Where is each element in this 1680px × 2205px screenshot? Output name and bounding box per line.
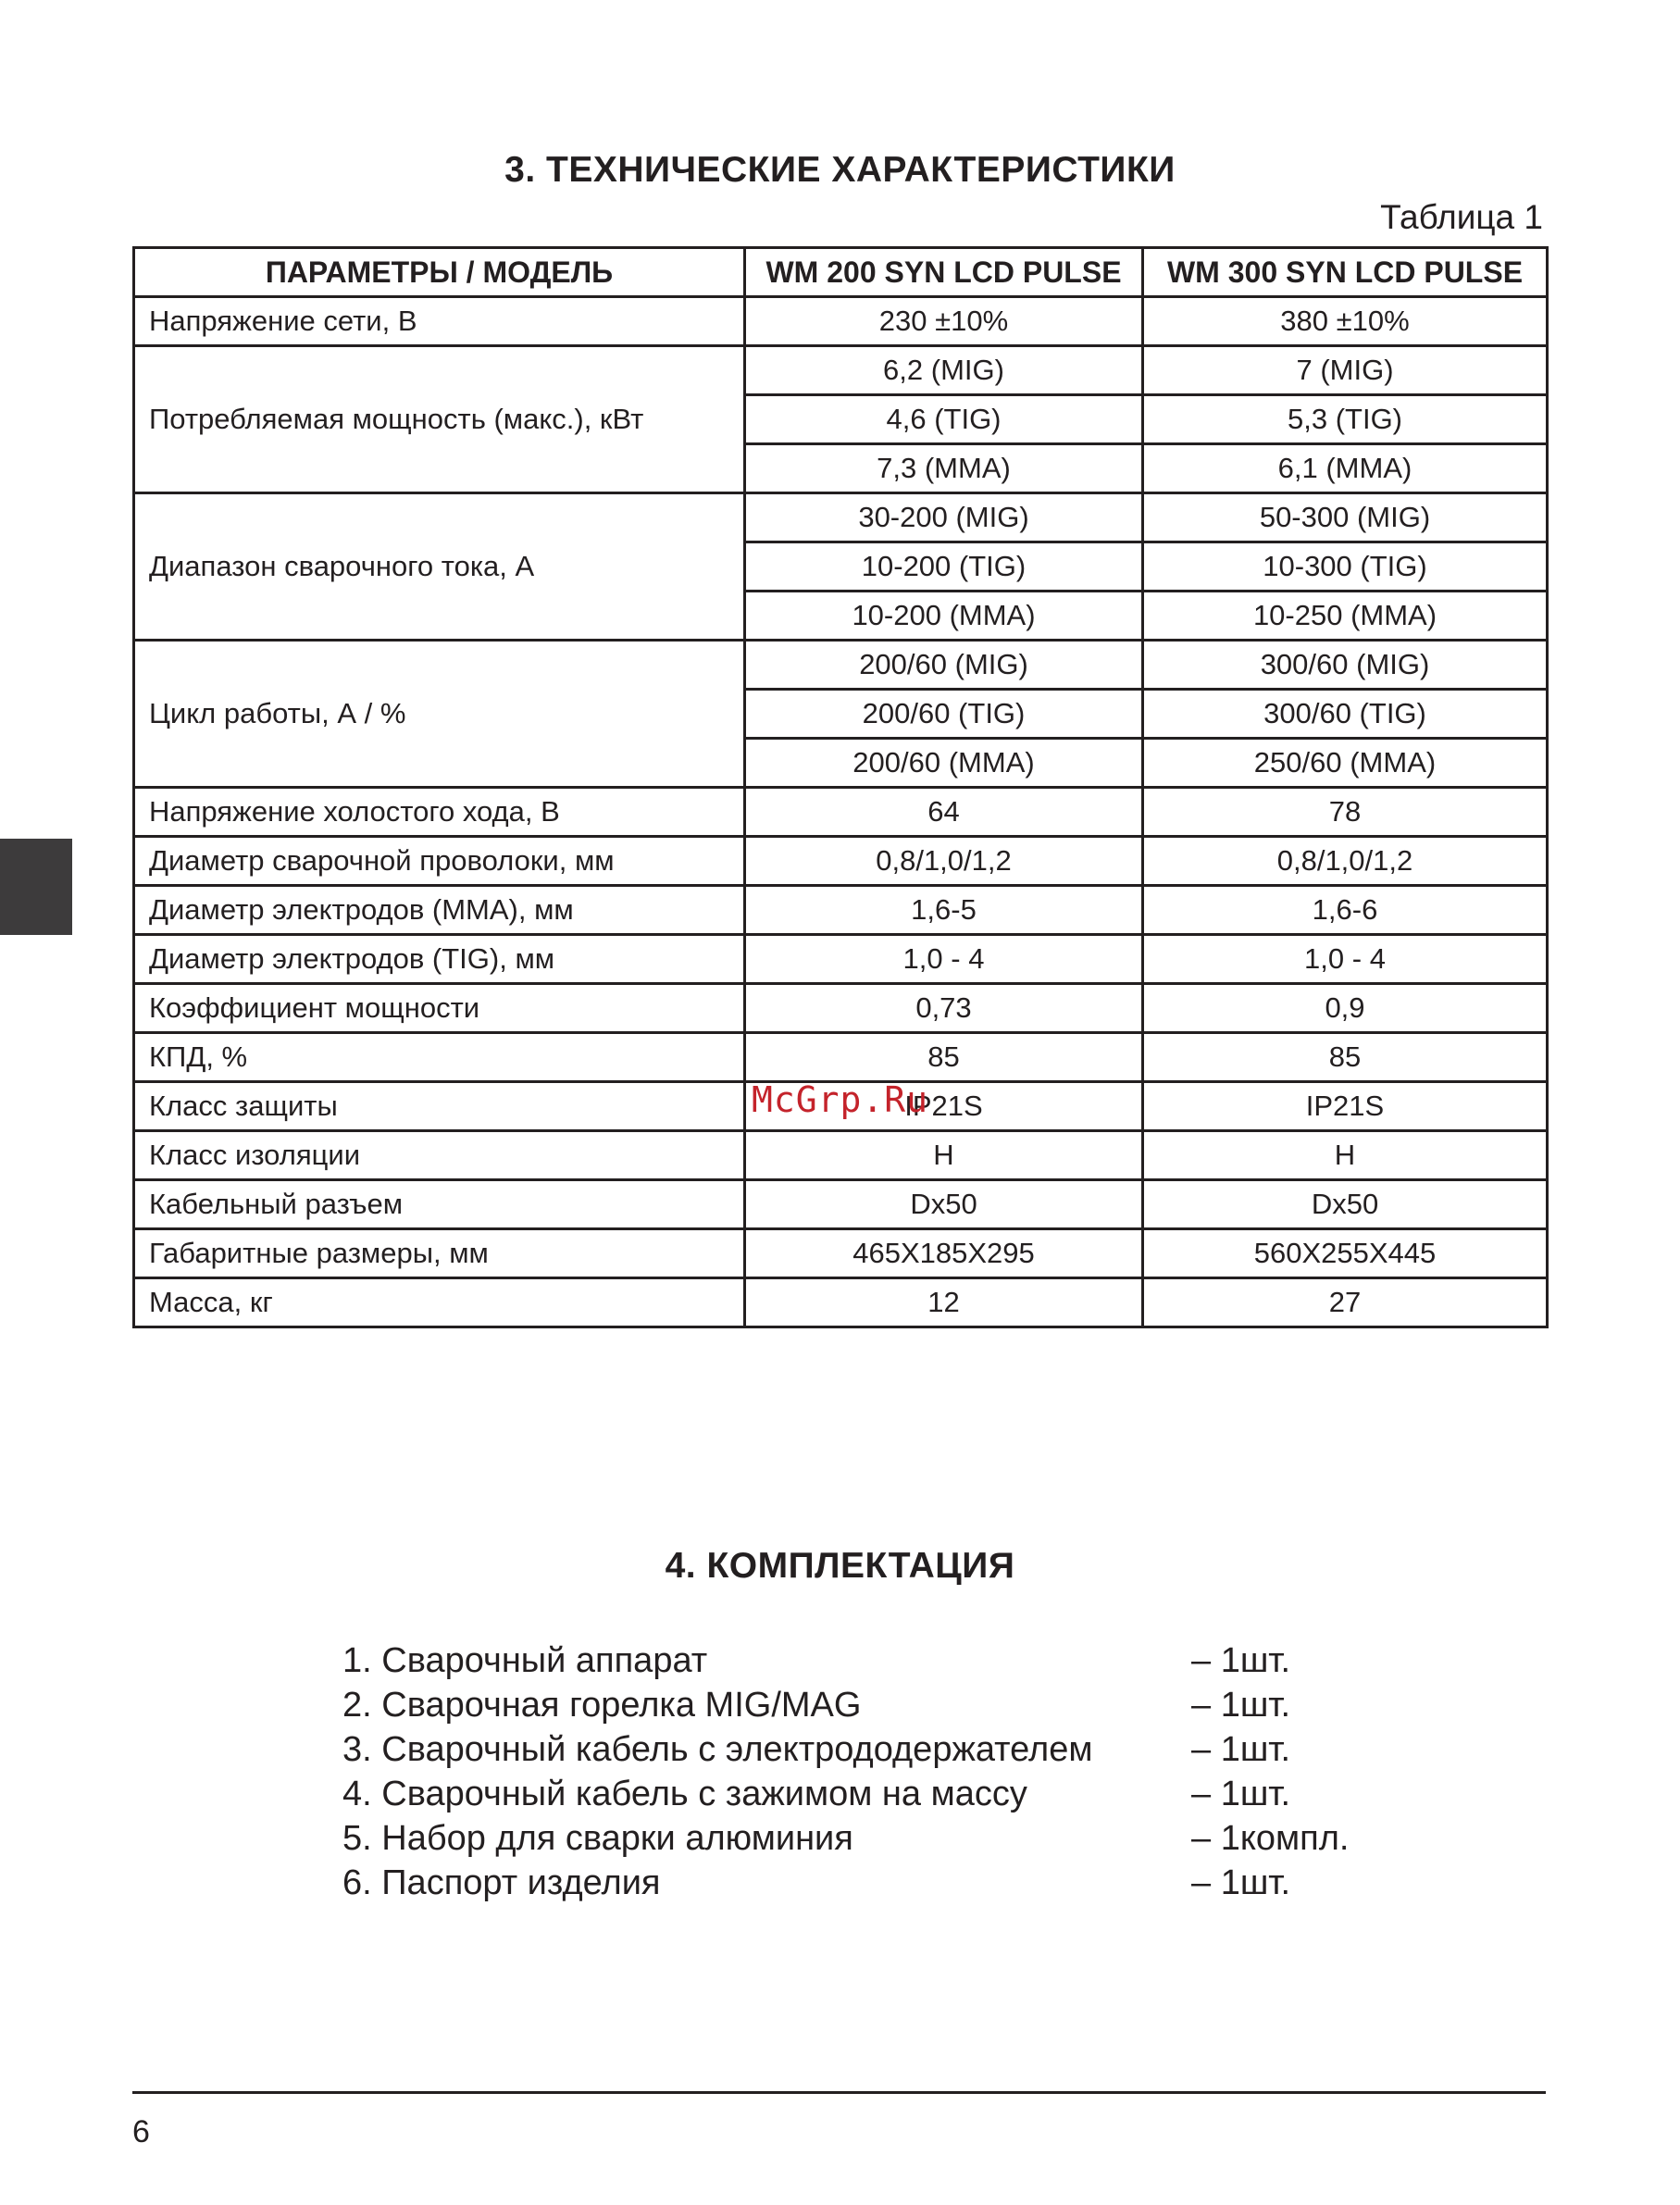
kit-item-name: 5. Набор для сварки алюминия bbox=[342, 1819, 853, 1858]
table-row bbox=[134, 1131, 1548, 1180]
kit-item-name: 4. Сварочный кабель с зажимом на массу bbox=[342, 1775, 1027, 1813]
cell-model-300: 5,3 (TIG) bbox=[1143, 395, 1548, 444]
kit-item-qty: – 1шт. bbox=[1191, 1775, 1291, 1813]
cell-model-200: 6,2 (MIG) bbox=[745, 346, 1143, 395]
row-label: Напряжение сети, В bbox=[134, 297, 745, 346]
kit-item-name: 3. Сварочный кабель с электрододержателем bbox=[342, 1730, 1093, 1769]
cell-model-200: 465X185X295 bbox=[745, 1229, 1143, 1278]
cell-model-200: 10-200 (MMA) bbox=[745, 592, 1143, 641]
cell-model-300: 0,8/1,0/1,2 bbox=[1143, 837, 1548, 886]
kit-item-name: 1. Сварочный аппарат bbox=[342, 1641, 708, 1680]
row-label: Кабельный разъем bbox=[134, 1180, 745, 1229]
kit-item-qty: – 1шт. bbox=[1191, 1863, 1291, 1902]
table-row bbox=[134, 886, 1548, 935]
table-row bbox=[134, 1229, 1548, 1278]
row-label: КПД, % bbox=[134, 1033, 745, 1082]
list-item bbox=[342, 1683, 1453, 1727]
table-row bbox=[134, 837, 1548, 886]
cell-model-300: 10-300 (TIG) bbox=[1143, 542, 1548, 592]
section-side-tab bbox=[0, 839, 72, 935]
table-row bbox=[134, 346, 1548, 395]
cell-model-200: 12 bbox=[745, 1278, 1143, 1327]
kit-item-qty: – 1шт. bbox=[1191, 1641, 1291, 1680]
cell-model-300: 50-300 (MIG) bbox=[1143, 493, 1548, 542]
row-label: Напряжение холостого хода, В bbox=[134, 788, 745, 837]
table-caption: Таблица 1 bbox=[1380, 198, 1543, 236]
page-title: 3. ТЕХНИЧЕСКИЕ ХАРАКТЕРИСТИКИ bbox=[504, 150, 1176, 190]
cell-model-300: 1,0 - 4 bbox=[1143, 935, 1548, 984]
specifications-table bbox=[132, 246, 1549, 1328]
cell-model-200: IP21S bbox=[745, 1082, 1143, 1131]
table-header-row bbox=[134, 248, 1548, 297]
row-label: Коэффициент мощности bbox=[134, 984, 745, 1033]
list-item bbox=[342, 1772, 1453, 1816]
table-row bbox=[134, 984, 1548, 1033]
table-row bbox=[134, 297, 1548, 346]
cell-model-300: 10-250 (MMA) bbox=[1143, 592, 1548, 641]
row-label: Класс изоляции bbox=[134, 1131, 745, 1180]
header-parameters: ПАРАМЕТРЫ / МОДЕЛЬ bbox=[134, 248, 745, 297]
cell-model-200: 200/60 (MIG) bbox=[745, 641, 1143, 690]
cell-model-200: 200/60 (MMA) bbox=[745, 739, 1143, 788]
cell-model-300: 380 ±10% bbox=[1143, 297, 1548, 346]
cell-model-200: 230 ±10% bbox=[745, 297, 1143, 346]
cell-model-300: 560X255X445 bbox=[1143, 1229, 1548, 1278]
cell-model-200: 7,3 (MMA) bbox=[745, 444, 1143, 493]
row-label: Габаритные размеры, мм bbox=[134, 1229, 745, 1278]
cell-model-200: 10-200 (TIG) bbox=[745, 542, 1143, 592]
cell-model-300: 0,9 bbox=[1143, 984, 1548, 1033]
cell-model-300: 7 (MIG) bbox=[1143, 346, 1548, 395]
cell-model-300: H bbox=[1143, 1131, 1548, 1180]
table-row bbox=[134, 1180, 1548, 1229]
kit-item-qty: – 1шт. bbox=[1191, 1686, 1291, 1725]
table-row bbox=[134, 935, 1548, 984]
cell-model-300: 300/60 (TIG) bbox=[1143, 690, 1548, 739]
cell-model-300: 27 bbox=[1143, 1278, 1548, 1327]
kit-section-title: 4. КОМПЛЕКТАЦИЯ bbox=[665, 1546, 1015, 1586]
cell-model-300: 85 bbox=[1143, 1033, 1548, 1082]
table-row bbox=[134, 1033, 1548, 1082]
row-label: Класс защиты bbox=[134, 1082, 745, 1131]
cell-model-200: 0,8/1,0/1,2 bbox=[745, 837, 1143, 886]
header-model-200: WM 200 SYN LCD PULSE bbox=[745, 248, 1143, 297]
list-item bbox=[342, 1861, 1453, 1905]
row-label: Диаметр электродов (TIG), мм bbox=[134, 935, 745, 984]
list-item bbox=[342, 1816, 1453, 1861]
header-model-300: WM 300 SYN LCD PULSE bbox=[1143, 248, 1548, 297]
cell-model-200: 85 bbox=[745, 1033, 1143, 1082]
kit-item-name: 2. Сварочная горелка MIG/MAG bbox=[342, 1686, 862, 1725]
list-item bbox=[342, 1638, 1453, 1683]
row-label: Диапазон сварочного тока, А bbox=[134, 493, 745, 641]
row-label: Масса, кг bbox=[134, 1278, 745, 1327]
cell-model-200: Dx50 bbox=[745, 1180, 1143, 1229]
cell-model-300: 250/60 (MMA) bbox=[1143, 739, 1548, 788]
row-label: Диаметр электродов (MMA), мм bbox=[134, 886, 745, 935]
cell-model-300: 78 bbox=[1143, 788, 1548, 837]
footer-divider bbox=[132, 2091, 1546, 2094]
cell-model-300: 1,6-6 bbox=[1143, 886, 1548, 935]
list-item bbox=[342, 1727, 1453, 1772]
row-label: Диаметр сварочной проволоки, мм bbox=[134, 837, 745, 886]
table-row bbox=[134, 1278, 1548, 1327]
table-row bbox=[134, 788, 1548, 837]
kit-item-name: 6. Паспорт изделия bbox=[342, 1863, 661, 1902]
cell-model-300: 6,1 (MMA) bbox=[1143, 444, 1548, 493]
cell-model-200: 1,0 - 4 bbox=[745, 935, 1143, 984]
cell-model-300: IP21S bbox=[1143, 1082, 1548, 1131]
table-row bbox=[134, 493, 1548, 542]
cell-model-200: 200/60 (TIG) bbox=[745, 690, 1143, 739]
row-label: Потребляемая мощность (макс.), кВт bbox=[134, 346, 745, 493]
cell-model-300: 300/60 (MIG) bbox=[1143, 641, 1548, 690]
row-label: Цикл работы, А / % bbox=[134, 641, 745, 788]
page-number: 6 bbox=[132, 2114, 150, 2149]
cell-model-200: 64 bbox=[745, 788, 1143, 837]
cell-model-200: 1,6-5 bbox=[745, 886, 1143, 935]
cell-model-200: H bbox=[745, 1131, 1143, 1180]
kit-item-qty: – 1компл. bbox=[1191, 1819, 1350, 1858]
kit-item-qty: – 1шт. bbox=[1191, 1730, 1291, 1769]
kit-list bbox=[342, 1638, 1453, 1905]
cell-model-200: 30-200 (MIG) bbox=[745, 493, 1143, 542]
cell-model-200: 4,6 (TIG) bbox=[745, 395, 1143, 444]
table-row bbox=[134, 641, 1548, 690]
watermark: McGrp.Ru bbox=[752, 1079, 929, 1120]
cell-model-300: Dx50 bbox=[1143, 1180, 1548, 1229]
cell-model-200: 0,73 bbox=[745, 984, 1143, 1033]
